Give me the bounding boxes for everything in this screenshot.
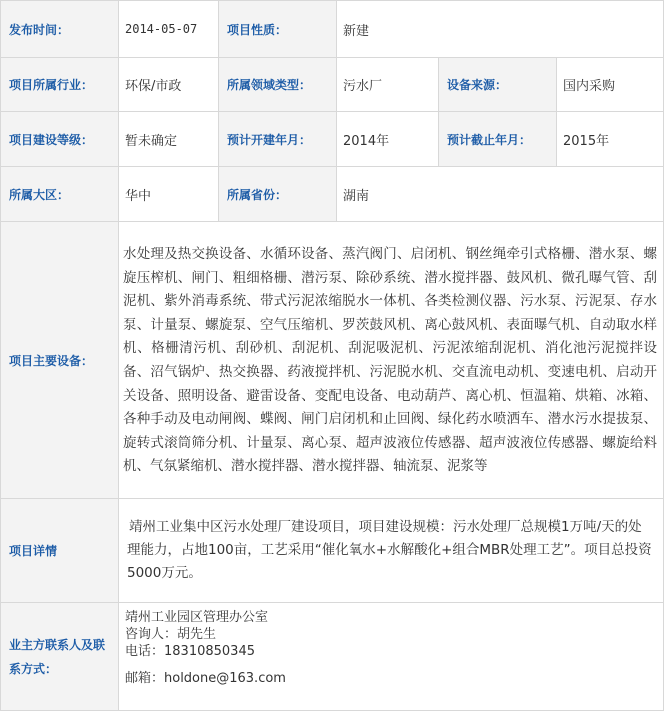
- table-row: [1, 1, 664, 58]
- table-row: [1, 167, 664, 222]
- contact-phone: 电话：18310850345: [125, 644, 255, 659]
- equipment-source-label: 设备来源：: [439, 58, 557, 112]
- project-nature-value: 新建: [337, 1, 664, 58]
- project-nature-label: 项目性质：: [219, 1, 337, 58]
- publish-time-value: 2014-05-07: [119, 1, 219, 58]
- table-row: [1, 112, 664, 167]
- planned-start-value: 2014年: [337, 112, 439, 167]
- contact-org: 靖州工业园区管理办公室: [125, 610, 269, 625]
- region-label: 所属大区：: [1, 167, 119, 222]
- table-row: [1, 222, 664, 499]
- planned-start-label: 预计开建年月：: [219, 112, 337, 167]
- owner-contact-label: 业主方联系人及联系方式：: [1, 603, 119, 711]
- planned-end-label: 预计截止年月：: [439, 112, 557, 167]
- table-row: [1, 603, 664, 711]
- region-value: 华中: [119, 167, 219, 222]
- province-label: 所属省份：: [219, 167, 337, 222]
- domain-type-value: 污水厂: [337, 58, 439, 112]
- build-level-value: 暂未确定: [119, 112, 219, 167]
- owner-contact-value: [119, 603, 664, 711]
- province-value: 湖南: [337, 167, 664, 222]
- main-equipment-value: 水处理及热交换设备、水循环设备、蒸汽阀门、启闭机、钢丝绳牵引式格栅、潜水泵、螺旋压榨机、闸门、粗细格栅、潜污泵、除砂系统、潜水搅拌器、鼓风机、微孔曝气管、刮泥机、紫外消毒系统、带式污泥浓缩脱水一体机、各类检测仪器、污水泵、污泥泵、存水泵、计量泵、螺旋泵、空气压缩机、罗茨鼓风机、离心鼓风机、表面曝气机、自动取水样机、格栅清污机、刮砂机、刮泥机、刮泥吸泥机、污泥浓缩刮泥机、消化池污泥搅拌设备、沼气锅炉、热交换器、药液搅拌机、污泥脱水机、交直流电动机、变速电机、启动开关设备、照明设备、避雷设备、变配电设备、电动葫芦、离心机、恒温箱、烘箱、冰箱、各种手动及电动闸阀、蝶阀、闸门启闭机和止回阀、绿化药水喷洒车、潜水污水提拔泵、旋转式滚筒筛分机、计量泵、离心泵、超声波液位传感器、超声波液位传感器、螺旋给料机、气氛紧缩机、潜水搅拌器、潜水搅拌器、轴流泵、泥浆等: [119, 222, 664, 499]
- publish-time-label: 发布时间：: [1, 1, 119, 58]
- contact-email: 邮箱：holdone@163.com: [125, 671, 286, 686]
- project-detail-label: 项目详情: [1, 499, 119, 603]
- planned-end-value: 2015年: [557, 112, 664, 167]
- project-detail-value: [119, 499, 664, 603]
- industry-value: 环保/市政: [119, 58, 219, 112]
- equipment-source-value: 国内采购: [557, 58, 664, 112]
- build-level-label: 项目建设等级：: [1, 112, 119, 167]
- domain-type-label: 所属领域类型：: [219, 58, 337, 112]
- industry-label: 项目所属行业：: [1, 58, 119, 112]
- contact-person: 咨询人：胡先生: [125, 627, 217, 642]
- table-row: [1, 58, 664, 112]
- main-equipment-label: 项目主要设备：: [1, 222, 119, 499]
- project-detail-text: 靖州工业集中区污水处理厂建设项目，项目建设规模：污水处理厂总规模1万吨/天的处理能力，占地100亩，工艺采用“催化氧水+水解酸化+组合MBR处理工艺”。项目总投资5000万元。: [127, 519, 652, 581]
- table-row: [1, 499, 664, 603]
